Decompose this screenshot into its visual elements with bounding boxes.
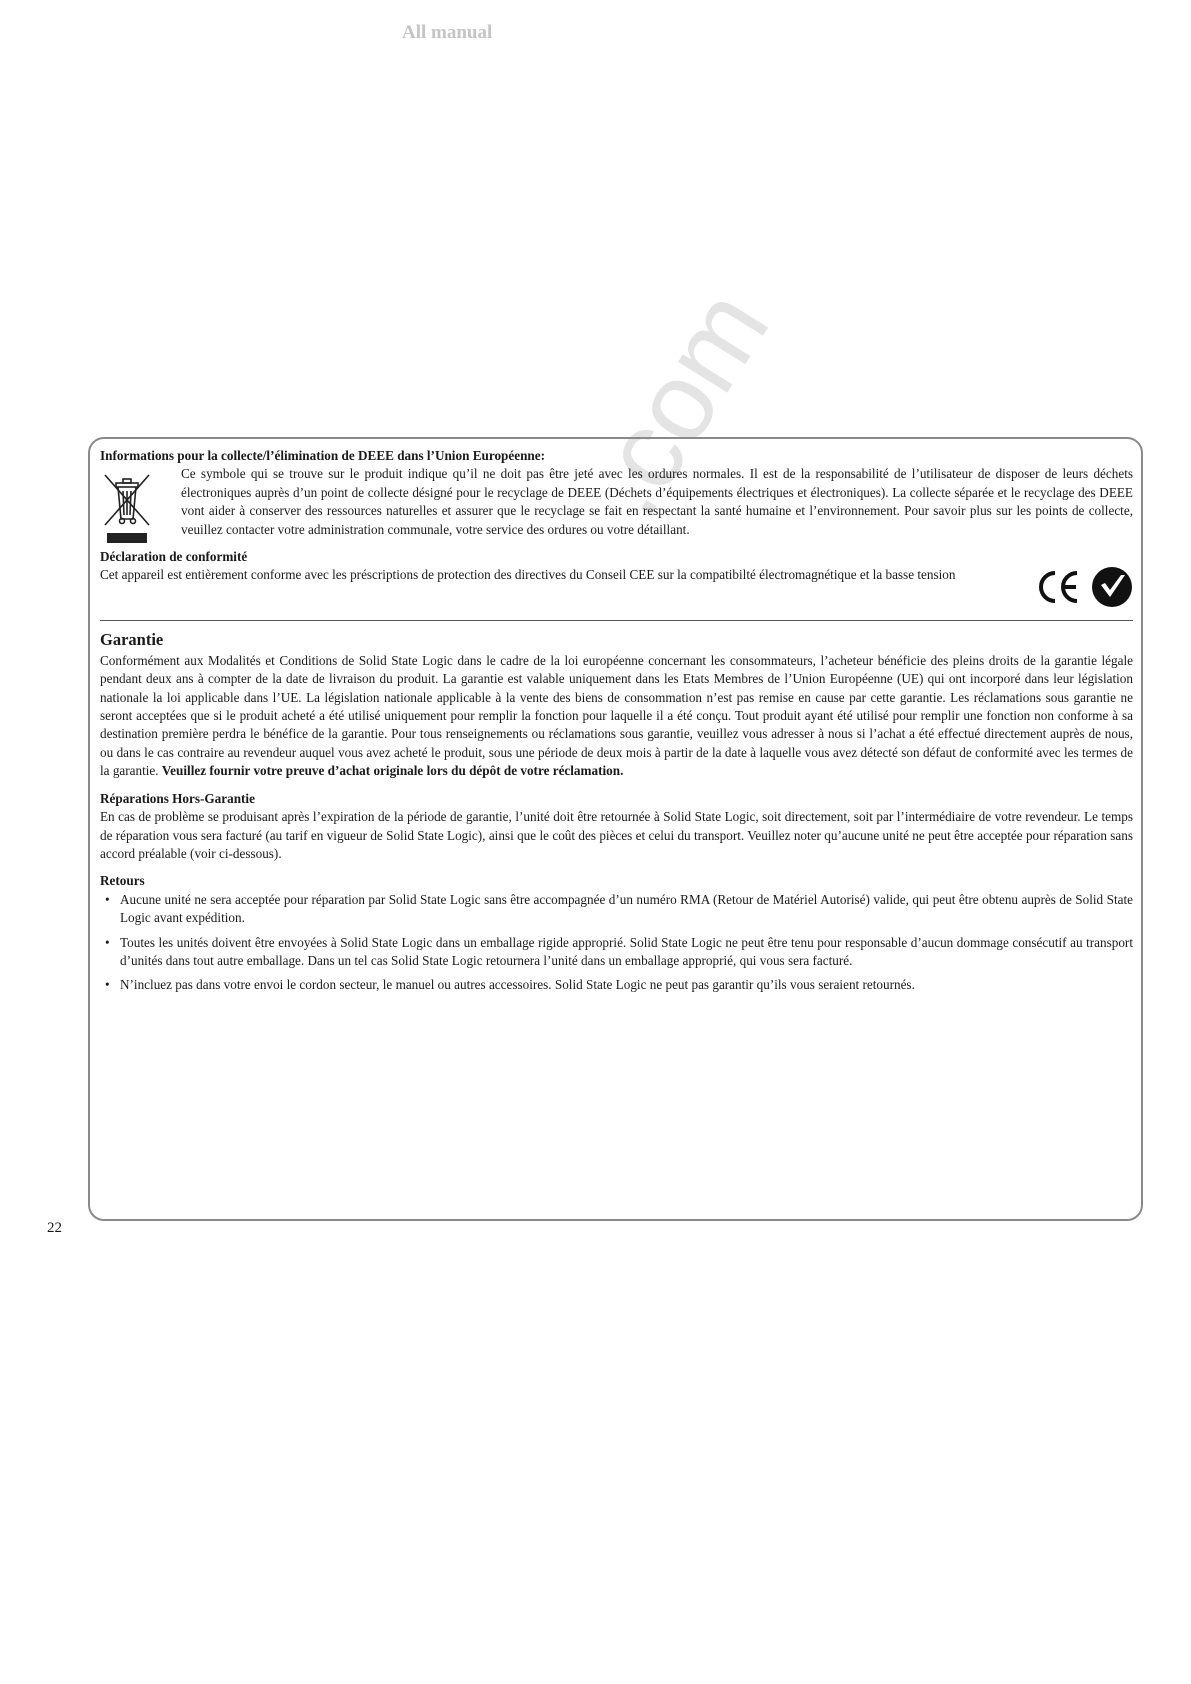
ce-mark-icon	[1035, 567, 1081, 607]
conformity-row	[100, 566, 1133, 608]
crossed-bin-icon	[102, 469, 152, 549]
garantie-bold-text: Veuillez fournir votre preuve d’achat originale lors du dépôt de votre réclamation.	[161, 763, 624, 779]
returns-list	[100, 891, 1133, 995]
conformity-text: Cet appareil est entièrement conforme avec les préscriptions de protection des directives du Conseil CEE sur la compatibilté électromagnétique et la basse tension	[100, 567, 956, 583]
bullet-icon: •	[105, 934, 110, 950]
c-tick-mark-icon	[1091, 566, 1133, 608]
list-item	[100, 976, 1133, 994]
page-number: 22	[47, 1220, 62, 1236]
weee-row	[100, 465, 1133, 539]
section-divider	[100, 620, 1133, 621]
certification-marks	[1035, 566, 1133, 608]
returns-section	[100, 872, 1133, 994]
returns-title: Retours	[100, 873, 145, 889]
list-item	[100, 934, 1133, 971]
garantie-section	[100, 631, 1133, 780]
panel-content	[100, 447, 1133, 1001]
garantie-paragraph	[100, 652, 1133, 781]
conformity-title: Déclaration de conformité	[100, 549, 248, 565]
weee-title: Informations pour la collecte/l’élimination de DEEE dans l’Union Européenne:	[100, 448, 545, 463]
repairs-text: En cas de problème se produisant après l’expiration de la période de garantie, l’unité doit être retournée à Solid State Logic, soit directement, soit par l’intermédiaire de votre revendeur. Le temps de réparation vous sera facturé (au tarif en vigueur de Solid State Logic), ainsi que le coût des pièces et celui du transport. Veuillez noter qu’aucune unité ne peut être acceptée pour réparation sans accord préalable (voir ci-dessous).	[100, 809, 1133, 861]
weee-text: Ce symbole qui se trouve sur le produit indique qu’il ne doit pas être jeté avec les ordures normales. Il est de la responsabilité de l’utilisateur de disposer de leurs déchets électroniques auprès d’un point de collecte désigné pour le recyclage de DEEE (Déchets d’équipements électriques et électroniques). La collecte séparée et le recyclage des DEEE vont aider à conserver des ressources naturelles et assurer que le recyclage se fait en respectant la santé humaine et l’environnement. Pour savoir plus sur les points de collecte, veuillez contacter votre administration communale, votre service des ordures ou votre détaillant.	[181, 466, 1133, 537]
header-watermark: All manual	[402, 22, 493, 43]
repairs-title: Réparations Hors-Garantie	[100, 790, 255, 806]
repairs-section	[100, 790, 1133, 864]
diagonal-watermark: .com	[561, 268, 793, 537]
list-item	[100, 891, 1133, 928]
garantie-text: Conformément aux Modalités et Conditions de Solid State Logic dans le cadre de la loi européenne concernant les consommateurs, l’acheteur bénéficie des pleins droits de la garantie légale pendant deux ans à compter de la date de livraison du produit. La garantie est valable uniquement dans les Etats Membres de l’Union Européenne (UE) qui ont incorporé dans leur législation nationale la loi applicable dans l’UE. La législation nationale applicable à la vente des biens de consommation n’est pas remise en cause par cette garantie. Les réclamations sous garantie ne seront acceptées que si le produit acheté a été utilisé uniquement pour remplir la fonction pour laquelle il a été conçu. Tout produit ayant été utilisé pour remplir une fonction non conforme à sa destination première perdra le bénéfice de la garantie. Pour tous renseignements ou réclamations sous garantie, veuillez vous adresser à nous si l’achat a été effectué directement auprès de nous, ou dans le cas contraire au revendeur auquel vous avez acheté le produit, sous une période de deux mois à partir de la date à laquelle vous avez détecté son défaut de conformité avec les termes de la garantie.	[100, 652, 1133, 779]
conformity-section	[100, 548, 1133, 608]
bullet-icon: •	[105, 891, 110, 907]
bullet-icon: •	[105, 977, 110, 993]
garantie-title: Garantie	[100, 630, 164, 650]
list-item-text: Toutes les unités doivent être envoyées à Solid State Logic dans un emballage rigide approprié. Solid State Logic ne peut être tenu pour responsable d’aucun dommage consécutif au transport d’unités dans tout autre emballage. Dans un tel cas Solid State Logic retournera l’unité dans un emballage approprié, qui vous sera facturé.	[120, 934, 1133, 968]
list-item-text: Aucune unité ne sera acceptée pour réparation par Solid State Logic sans être accompagnée d’un numéro RMA (Retour de Matériel Autorisé) valide, qui peut être obtenu auprès de Solid State Logic avant expédition.	[120, 891, 1133, 926]
list-item-text: N’incluez pas dans votre envoi le cordon secteur, le manuel ou autres accessoires. Solid State Logic ne peut pas garantir qu’ils vous seraient retournés.	[120, 977, 915, 993]
weee-section	[100, 447, 1133, 539]
